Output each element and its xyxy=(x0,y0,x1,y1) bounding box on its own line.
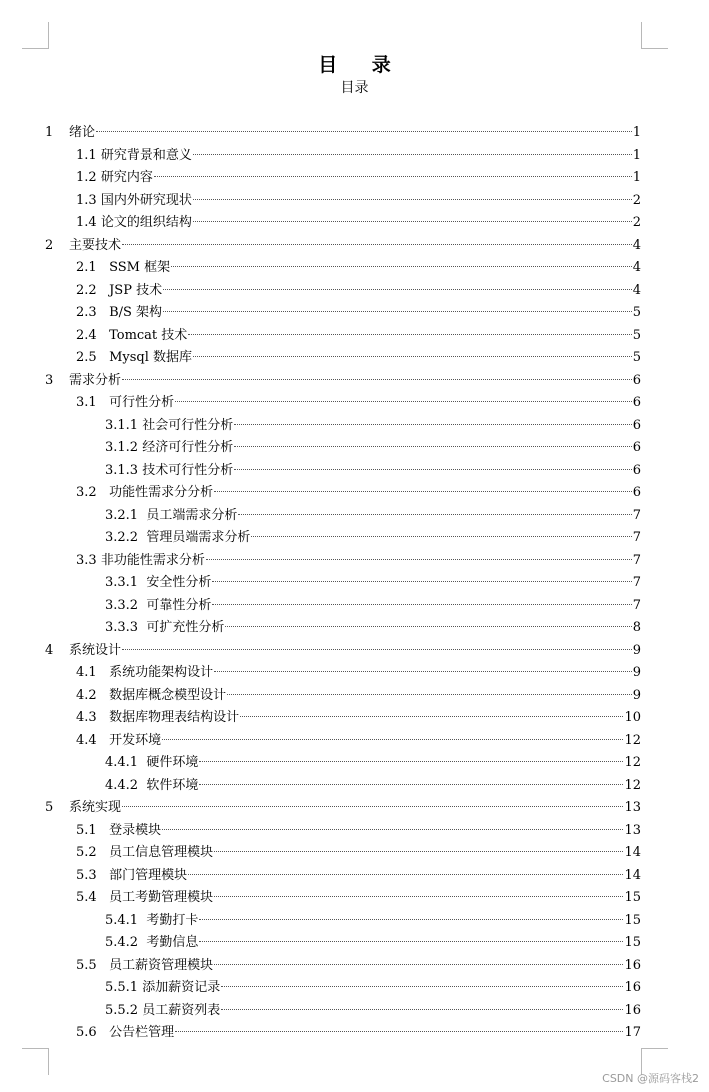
toc-entry[interactable] xyxy=(0,370,709,393)
toc-entry-page: 17 xyxy=(624,1025,641,1040)
toc-entry[interactable] xyxy=(0,1000,709,1023)
toc-entry-number: 5 xyxy=(45,800,54,815)
toc-entry-title: 考勤信息 xyxy=(146,935,199,950)
toc-entry-title: 非功能性需求分析 xyxy=(100,552,205,568)
toc-entry-page: 8 xyxy=(632,620,641,635)
toc-entry-page: 6 xyxy=(632,485,641,500)
toc-entry[interactable] xyxy=(0,167,709,190)
toc-entry-number: 3.1.1 xyxy=(105,417,143,433)
toc-entry-title: SSM 框架 xyxy=(109,260,171,275)
toc-dot-leader xyxy=(163,311,632,312)
toc-entry-page: 14 xyxy=(624,867,641,883)
toc-entry-page: 16 xyxy=(624,980,641,995)
toc-entry-number: 5.1 xyxy=(76,822,110,838)
toc-entry-title: 登录模块 xyxy=(109,822,162,838)
toc-entry[interactable] xyxy=(0,302,709,325)
toc-dot-leader xyxy=(214,851,623,852)
toc-entry-title: 部门管理模块 xyxy=(109,867,188,883)
toc-entry-page: 7 xyxy=(632,552,641,568)
toc-entry-number: 3.2.1 xyxy=(105,507,147,523)
toc-entry-page: 7 xyxy=(632,530,641,545)
toc-entry[interactable] xyxy=(0,437,709,460)
toc-entry-number: 2.1 xyxy=(76,260,110,275)
toc-entry[interactable] xyxy=(0,550,709,573)
toc-entry-title: 考勤打卡 xyxy=(146,912,199,928)
toc-entry-page: 5 xyxy=(632,327,641,343)
toc-entry[interactable] xyxy=(0,1022,709,1045)
toc-entry-page: 6 xyxy=(632,462,641,478)
toc-entry-page: 1 xyxy=(632,147,641,163)
toc-entry-page: 14 xyxy=(624,845,641,860)
toc-entry-number: 3.1.3 xyxy=(105,462,143,478)
toc-entry-number: 5.5.2 xyxy=(105,1002,143,1018)
toc-entry-title: 添加薪资记录 xyxy=(142,980,221,995)
toc-entry-page: 7 xyxy=(632,597,641,613)
table-of-contents xyxy=(0,122,709,1045)
toc-entry-title: 研究内容 xyxy=(100,170,153,185)
toc-dot-leader xyxy=(234,469,631,470)
toc-dot-leader xyxy=(162,739,623,740)
toc-dot-leader xyxy=(122,379,632,380)
toc-entry-page: 13 xyxy=(624,800,641,815)
toc-entry-number: 1.2 xyxy=(76,170,101,185)
toc-entry-number: 4 xyxy=(45,642,54,658)
toc-entry[interactable] xyxy=(0,617,709,640)
toc-entry-page: 9 xyxy=(632,665,641,680)
toc-entry-page: 2 xyxy=(632,215,641,230)
toc-entry[interactable] xyxy=(0,662,709,685)
toc-dot-leader xyxy=(122,244,632,245)
toc-entry-number: 3.3.2 xyxy=(105,597,147,613)
toc-entry[interactable] xyxy=(0,347,709,370)
toc-entry-page: 6 xyxy=(632,440,641,455)
toc-entry[interactable] xyxy=(0,887,709,910)
toc-entry-title: 员工信息管理模块 xyxy=(109,845,214,860)
toc-entry-number: 4.2 xyxy=(76,687,110,703)
toc-entry-title: 主要技术 xyxy=(69,237,122,253)
toc-dot-leader xyxy=(214,671,632,672)
toc-entry-title: 可靠性分析 xyxy=(146,597,212,613)
toc-entry-title: Tomcat 技术 xyxy=(109,327,188,343)
toc-entry[interactable] xyxy=(0,842,709,865)
toc-entry-title: 管理员端需求分析 xyxy=(146,530,251,545)
toc-entry[interactable] xyxy=(0,392,709,415)
toc-entry-number: 3.1.2 xyxy=(105,440,143,455)
toc-entry-title: 可行性分析 xyxy=(109,395,175,410)
toc-entry-page: 5 xyxy=(632,350,641,365)
toc-entry-number: 2 xyxy=(45,237,54,253)
toc-entry-title: 公告栏管理 xyxy=(109,1025,175,1040)
toc-entry[interactable] xyxy=(0,190,709,213)
toc-dot-leader xyxy=(214,896,623,897)
toc-entry-number: 3.3.1 xyxy=(105,575,147,590)
toc-entry[interactable] xyxy=(0,977,709,1000)
toc-entry-number: 5.6 xyxy=(76,1025,110,1040)
toc-entry-title: 安全性分析 xyxy=(146,575,212,590)
toc-entry-title: 系统实现 xyxy=(69,800,122,815)
toc-dot-leader xyxy=(214,964,623,965)
toc-entry-number: 5.4.2 xyxy=(105,935,147,950)
toc-entry[interactable] xyxy=(0,482,709,505)
toc-dot-leader xyxy=(214,491,632,492)
toc-entry-title: B/S 架构 xyxy=(109,305,163,320)
toc-dot-leader xyxy=(162,829,623,830)
toc-dot-leader xyxy=(221,986,623,987)
toc-entry-page: 4 xyxy=(632,282,641,298)
toc-entry[interactable] xyxy=(0,865,709,888)
toc-entry[interactable] xyxy=(0,752,709,775)
toc-entry[interactable] xyxy=(0,235,709,258)
toc-entry-title: 数据库物理表结构设计 xyxy=(109,710,240,725)
toc-entry-page: 1 xyxy=(632,170,641,185)
toc-entry[interactable] xyxy=(0,505,709,528)
toc-dot-leader xyxy=(212,604,631,605)
toc-entry-number: 4.1 xyxy=(76,665,110,680)
toc-entry-title: 员工薪资列表 xyxy=(142,1002,221,1018)
toc-dot-leader xyxy=(225,626,631,627)
toc-entry-number: 3 xyxy=(45,372,54,388)
toc-dot-leader xyxy=(175,1031,623,1032)
toc-entry[interactable] xyxy=(0,730,709,753)
toc-entry-number: 2.5 xyxy=(76,350,110,365)
toc-entry-page: 16 xyxy=(624,957,641,973)
toc-entry[interactable] xyxy=(0,145,709,168)
toc-entry-number: 5.2 xyxy=(76,845,110,860)
toc-dot-leader xyxy=(188,874,623,875)
toc-dot-leader xyxy=(199,761,623,762)
toc-entry[interactable] xyxy=(0,572,709,595)
toc-dot-leader xyxy=(193,154,632,155)
toc-entry-page: 12 xyxy=(624,755,641,770)
toc-entry-number: 5.5.1 xyxy=(105,980,143,995)
toc-entry-number: 5.4.1 xyxy=(105,912,147,928)
toc-entry[interactable] xyxy=(0,707,709,730)
toc-entry-number: 2.2 xyxy=(76,282,110,298)
toc-entry[interactable] xyxy=(0,932,709,955)
crop-mark-top-left xyxy=(22,22,49,49)
toc-dot-leader xyxy=(251,536,631,537)
toc-entry-number: 1.1 xyxy=(76,147,101,163)
toc-dot-leader xyxy=(199,941,623,942)
toc-entry-page: 7 xyxy=(632,575,641,590)
toc-entry-page: 9 xyxy=(632,687,641,703)
toc-entry-page: 9 xyxy=(632,642,641,658)
toc-entry-number: 5.3 xyxy=(76,867,110,883)
toc-entry-page: 2 xyxy=(632,192,641,208)
toc-dot-leader xyxy=(199,919,623,920)
toc-heading: 目 录 xyxy=(318,54,405,76)
toc-entry-number: 4.4.2 xyxy=(105,777,147,793)
toc-entry-title: 国内外研究现状 xyxy=(100,192,192,208)
toc-entry-page: 12 xyxy=(624,777,641,793)
toc-entry[interactable] xyxy=(0,527,709,550)
toc-entry-number: 1.4 xyxy=(76,215,101,230)
toc-dot-leader xyxy=(188,334,631,335)
toc-dot-leader xyxy=(227,694,632,695)
toc-entry-number: 3.3 xyxy=(76,552,101,568)
toc-entry-title: 员工考勤管理模块 xyxy=(109,890,214,905)
toc-entry-number: 2.4 xyxy=(76,327,110,343)
toc-dot-leader xyxy=(163,289,632,290)
toc-entry-title: 系统功能架构设计 xyxy=(109,665,214,680)
toc-entry[interactable] xyxy=(0,325,709,348)
toc-dot-leader xyxy=(199,784,623,785)
toc-dot-leader xyxy=(206,559,632,560)
toc-entry[interactable] xyxy=(0,775,709,798)
toc-dot-leader xyxy=(193,221,632,222)
toc-dot-leader xyxy=(240,716,623,717)
toc-entry-number: 3.2 xyxy=(76,485,110,500)
toc-entry-title: 员工薪资管理模块 xyxy=(109,957,214,973)
toc-entry-page: 13 xyxy=(624,822,641,838)
toc-dot-leader xyxy=(171,266,632,267)
toc-entry-title: 需求分析 xyxy=(69,372,122,388)
toc-entry[interactable] xyxy=(0,280,709,303)
toc-entry-number: 1 xyxy=(45,125,54,140)
toc-entry-title: 技术可行性分析 xyxy=(142,462,234,478)
toc-entry-number: 3.2.2 xyxy=(105,530,147,545)
toc-dot-leader xyxy=(175,401,632,402)
toc-entry-title: 绪论 xyxy=(69,125,96,140)
toc-entry-title: 经济可行性分析 xyxy=(142,440,234,455)
toc-dot-leader xyxy=(122,806,623,807)
toc-entry-page: 6 xyxy=(632,395,641,410)
toc-entry-title: 社会可行性分析 xyxy=(142,417,234,433)
toc-entry-number: 2.3 xyxy=(76,305,110,320)
toc-dot-leader xyxy=(234,424,631,425)
toc-entry[interactable] xyxy=(0,640,709,663)
toc-entry-title: 数据库概念模型设计 xyxy=(109,687,227,703)
toc-entry-number: 3.1 xyxy=(76,395,110,410)
toc-entry[interactable] xyxy=(0,122,709,145)
toc-entry[interactable] xyxy=(0,212,709,235)
toc-dot-leader xyxy=(193,356,632,357)
toc-entry-page: 10 xyxy=(624,710,641,725)
toc-subheading: 目录 xyxy=(340,80,369,96)
toc-entry[interactable] xyxy=(0,797,709,820)
toc-dot-leader xyxy=(154,176,632,177)
toc-entry-title: 硬件环境 xyxy=(146,755,199,770)
toc-entry-title: JSP 技术 xyxy=(109,282,163,298)
toc-entry-title: 员工端需求分析 xyxy=(146,507,238,523)
toc-entry-title: Mysql 数据库 xyxy=(109,350,193,365)
toc-entry[interactable] xyxy=(0,955,709,978)
toc-entry-page: 15 xyxy=(624,912,641,928)
toc-entry-page: 6 xyxy=(632,417,641,433)
watermark: CSDN @源码客栈2 xyxy=(602,1072,699,1085)
toc-entry[interactable] xyxy=(0,415,709,438)
toc-entry-title: 研究背景和意义 xyxy=(100,147,192,163)
toc-entry[interactable] xyxy=(0,460,709,483)
toc-entry-page: 15 xyxy=(624,935,641,950)
toc-dot-leader xyxy=(221,1009,623,1010)
toc-entry[interactable] xyxy=(0,257,709,280)
toc-dot-leader xyxy=(193,199,632,200)
crop-mark-bottom-left xyxy=(22,1048,49,1075)
toc-entry-number: 4.3 xyxy=(76,710,110,725)
toc-entry-title: 论文的组织结构 xyxy=(100,215,192,230)
toc-dot-leader xyxy=(122,649,632,650)
toc-entry-page: 15 xyxy=(624,890,641,905)
toc-entry-page: 12 xyxy=(624,732,641,748)
toc-entry-title: 系统设计 xyxy=(69,642,122,658)
toc-entry-number: 3.3.3 xyxy=(105,620,147,635)
toc-entry-number: 1.3 xyxy=(76,192,101,208)
toc-entry-title: 开发环境 xyxy=(109,732,162,748)
toc-entry-page: 4 xyxy=(632,237,641,253)
toc-entry[interactable] xyxy=(0,910,709,933)
toc-entry-page: 4 xyxy=(632,260,641,275)
toc-entry[interactable] xyxy=(0,820,709,843)
toc-entry-number: 4.4.1 xyxy=(105,755,147,770)
toc-entry-page: 7 xyxy=(632,507,641,523)
toc-entry-page: 1 xyxy=(632,125,641,140)
toc-entry-page: 16 xyxy=(624,1002,641,1018)
toc-dot-leader xyxy=(96,131,632,132)
toc-entry-number: 4.4 xyxy=(76,732,110,748)
toc-dot-leader xyxy=(234,446,631,447)
toc-entry-title: 功能性需求分分析 xyxy=(109,485,214,500)
toc-entry-number: 5.4 xyxy=(76,890,110,905)
toc-entry-number: 5.5 xyxy=(76,957,110,973)
toc-entry-page: 5 xyxy=(632,305,641,320)
toc-entry[interactable] xyxy=(0,685,709,708)
toc-entry-page: 6 xyxy=(632,372,641,388)
toc-dot-leader xyxy=(238,514,631,515)
toc-dot-leader xyxy=(212,581,631,582)
crop-mark-top-right xyxy=(641,22,668,49)
toc-entry-title: 可扩充性分析 xyxy=(146,620,225,635)
toc-entry[interactable] xyxy=(0,595,709,618)
toc-entry-title: 软件环境 xyxy=(146,777,199,793)
